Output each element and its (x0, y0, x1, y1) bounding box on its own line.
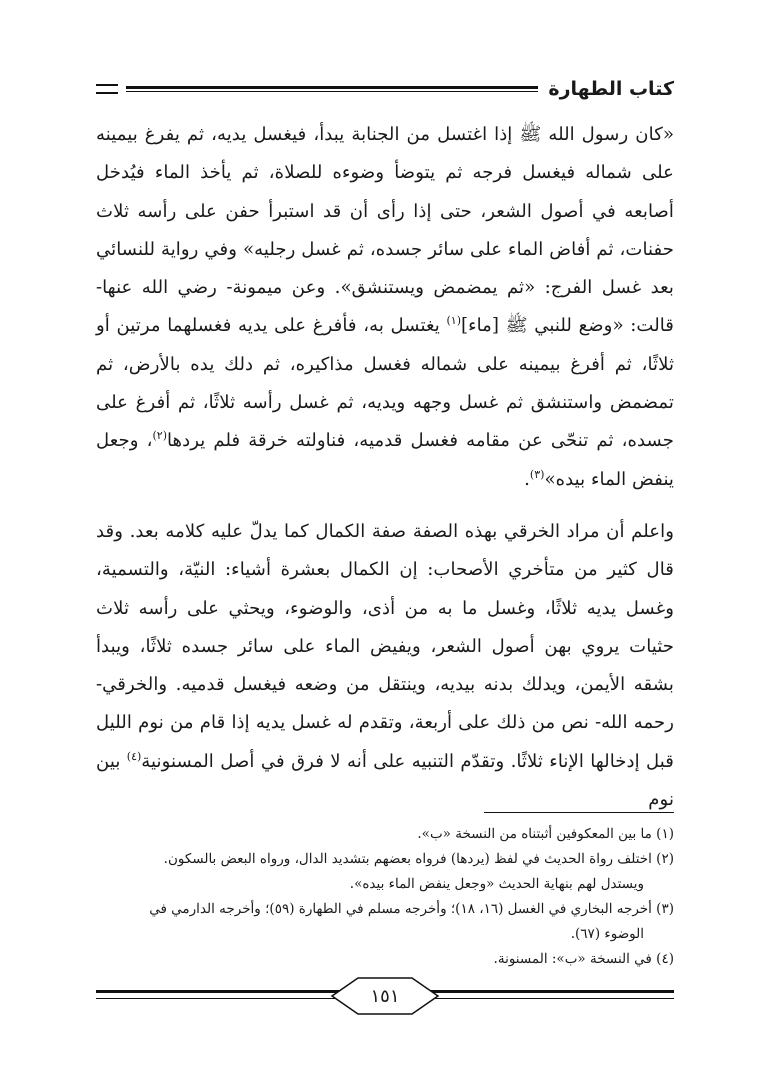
text-run: بين نوم (96, 750, 674, 811)
footnote-3-continuation: الوضوء (٦٧). (570, 926, 644, 942)
page-number: ١٥١ (370, 985, 400, 1007)
paragraph-hadith (96, 116, 674, 499)
text-run: واعلم أن مراد الخرقي بهذه الصفة صفة الكمال كما يدلّ عليه كلامه بعد. وقد قال كثير من متأخري الأصحاب: إن الكمال بعشرة أشياء: النيّة، والتسمية، وغسل يديه ثلاثًا، وغسل ما به من أذى، والوضوء، ويحثي على رأسه ثلاث حثيات يروي بهن أصول الشعر، ويفيض الماء على سائر جسده ثلاثًا، ويبدأ بشقه الأيمن، ويدلك بدنه بيديه، وينتقل من وضعه فيغسل قدميه. والخرقي- رحمه الله- نص من ذلك على أربعة، وتقدم له غسل يديه إذا قام من نوم الليل قبل إدخالها الإناء ثلاثًا. وتقدّم التنبيه على أنه لا فرق في أصل المسنونية (96, 520, 674, 772)
footnote-4: (٤) في النسخة «ب»: المسنونة. (493, 951, 674, 967)
running-header (96, 74, 674, 104)
footnote-separator (484, 812, 674, 813)
footnote-1: (١) ما بين المعكوفين أثبتناه من النسخة «ب». (417, 826, 674, 842)
header-ornament (96, 84, 118, 94)
header-rule (126, 86, 538, 92)
footnote-3: (٣) أخرجه البخاري في الغسل (١٦، ١٨)؛ وأخرجه مسلم في الطهارة (٥٩)؛ وأخرجه الدارمي في (149, 901, 674, 917)
text-run: يغتسل به، فأفرغ على يديه فغسلهما مرتين أو ثلاثًا، ثم أفرغ بيمينه على شماله فغسل مذاكيره، ثم دلك يده بالأرض، ثم تمضمض واستنشق ثم غسل وجهه ويديه، ثم غسل رأسه ثلاثًا، ثم أفرغ على جسده، ثم تنحّى عن مقامه فغسل قدميه، فناولته خرقة فلم يردها (96, 315, 674, 452)
text-run: . (524, 468, 530, 490)
paragraph-commentary (96, 513, 674, 819)
main-text (96, 116, 674, 819)
footnote-ref-3: (٣) (529, 467, 545, 481)
footnote-2: (٢) اختلف رواة الحديث في لفظ (يردها) فرواه بعضهم بتشديد الدال، ورواه البعض بالسكون. (163, 851, 674, 867)
footnotes (96, 822, 674, 972)
header-title: كتاب الطهارة (548, 78, 674, 100)
page-footer (96, 976, 674, 1024)
footnote-2-continuation: ويستدل لهم بنهاية الحديث «وجعل ينفض الماء بيده». (349, 876, 644, 892)
footnote-ref-4: (٤) (126, 749, 142, 763)
page-number-badge (330, 977, 440, 1015)
text-run: «كان رسول الله ﷺ إذا اغتسل من الجنابة يبدأ، فيغسل يديه، ثم يفرغ بيمينه على شماله فيغسل فرجه ثم يتوضأ وضوءه للصلاة، ثم يأخذ الماء فيُدخل أصابعه في أصول الشعر، حتى إذا رأى أن قد استبرأ حفن على رأسه ثلاث حفنات، ثم أفاض الماء على سائر جسده، ثم غسل رجليه» وفي رواية للنسائي بعد غسل الفرج: «ثم يمضمض ويستنشق». وعن ميمونة- رضي الله عنها- قالت: «وضع للنبي ﷺ [ماء] (96, 124, 674, 337)
text-run: ، وجعل ينفض الماء بيده» (96, 430, 674, 490)
footnote-ref-2: (٢) (152, 429, 168, 443)
footnote-ref-1: (١) (446, 314, 461, 328)
